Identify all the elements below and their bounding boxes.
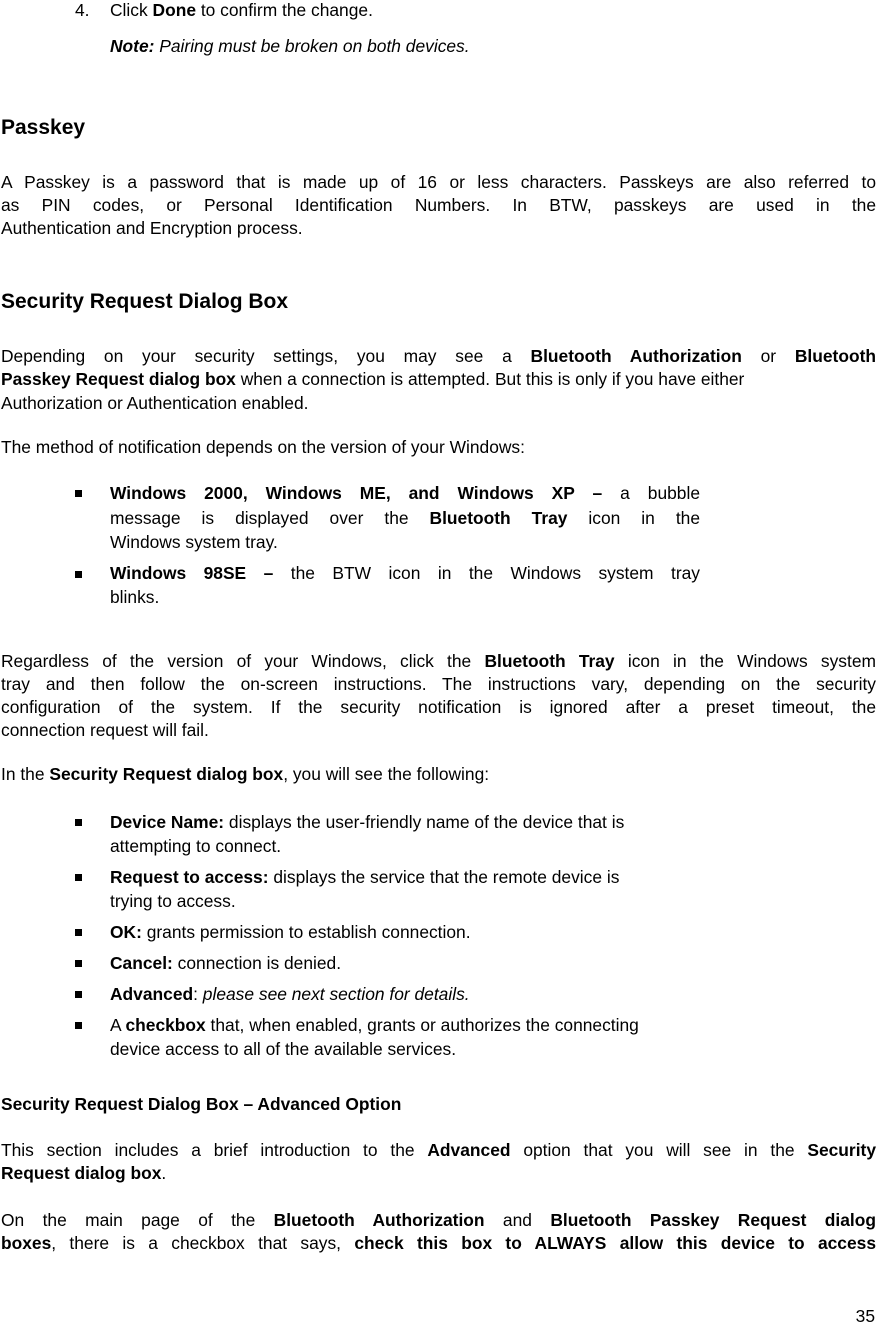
advanced-p1-line-1: This section includes a brief introduction to the Advanced option that you will see in the Security <box>1 1140 876 1160</box>
security-heading: Security Request Dialog Box <box>1 290 289 313</box>
passkey-line-3: Authentication and Encryption process. <box>1 218 303 238</box>
security-p1-line-3: Authorization or Authentication enabled. <box>1 393 309 413</box>
bullet-win2000-line-1: Windows 2000, Windows ME, and Windows XP – a bubble <box>110 483 701 503</box>
bullet-icon <box>75 960 82 967</box>
security-p3-line-1: Regardless of the version of your Windows, click the Bluetooth Tray icon in the Windows system <box>1 651 876 671</box>
bullet-icon <box>75 874 82 881</box>
bullet-win98-line-2: blinks. <box>110 587 160 607</box>
step-4 <box>75 0 90 21</box>
bullet-checkbox-line-2: device access to all of the available services. <box>110 1039 457 1059</box>
bullet-device-name: Device Name: displays the user-friendly name of the device that is <box>110 812 625 832</box>
security-p1-line-1: Depending on your security settings, you may see a Bluetooth Authorization or Bluetooth <box>1 346 876 366</box>
passkey-heading: Passkey <box>1 116 86 139</box>
bullet-win98-line-1: Windows 98SE – the BTW icon in the Windows system tray <box>110 563 700 583</box>
passkey-line-2: as PIN codes, or Personal Identification Numbers. In BTW, passkeys are used in the <box>1 195 876 215</box>
security-p3-line-3: configuration of the system. If the security notification is ignored after a preset timeout, the <box>1 697 876 717</box>
advanced-heading: Security Request Dialog Box – Advanced Option <box>1 1094 402 1114</box>
bullet-ok: OK: grants permission to establish connection. <box>110 922 471 942</box>
bullet-request-to-access: Request to access: displays the service that the remote device is <box>110 867 620 887</box>
security-p1-line-2: Passkey Request dialog box when a connection is attempted. But this is only if you have either <box>1 369 745 389</box>
bullet-icon <box>75 929 82 936</box>
bullet-win2000-line-3: Windows system tray. <box>110 532 278 552</box>
page-number: 35 <box>855 1306 875 1326</box>
bullet-icon <box>75 819 82 826</box>
bullet-device-name-line-2: attempting to connect. <box>110 836 282 856</box>
bullet-icon <box>75 571 82 578</box>
bullet-icon <box>75 991 82 998</box>
note: Note: Pairing must be broken on both devices. <box>110 36 470 56</box>
step-4-text: Click Done to confirm the change. <box>110 0 373 20</box>
step-number: 4. <box>75 0 90 20</box>
bullet-request-to-access-line-2: trying to access. <box>110 891 236 911</box>
done-label: Done <box>152 0 196 20</box>
bullet-checkbox: A checkbox that, when enabled, grants or authorizes the connecting <box>110 1015 639 1035</box>
security-p3-line-2: tray and then follow the on-screen instructions. The instructions vary, depending on the security <box>1 674 876 694</box>
bullet-advanced: Advanced: please see next section for details. <box>110 984 470 1004</box>
advanced-p1-line-2: Request dialog box. <box>1 1163 167 1183</box>
advanced-p2-line-1: On the main page of the Bluetooth Authorization and Bluetooth Passkey Request dialog <box>1 1210 876 1230</box>
bullet-icon <box>75 1022 82 1029</box>
advanced-p2-line-2: boxes, there is a checkbox that says, check this box to ALWAYS allow this device to access <box>1 1233 876 1253</box>
bullet-icon <box>75 490 82 497</box>
passkey-line-1: A Passkey is a password that is made up of 16 or less characters. Passkeys are also referred to <box>1 172 876 192</box>
bullet-cancel: Cancel: connection is denied. <box>110 953 342 973</box>
note-label: Note: <box>110 36 155 56</box>
security-p4: In the Security Request dialog box, you will see the following: <box>1 764 490 784</box>
bullet-win2000-line-2: message is displayed over the Bluetooth Tray icon in the <box>110 508 701 528</box>
security-p3-line-4: connection request will fail. <box>1 720 209 740</box>
security-p2: The method of notification depends on the version of your Windows: <box>1 437 525 457</box>
